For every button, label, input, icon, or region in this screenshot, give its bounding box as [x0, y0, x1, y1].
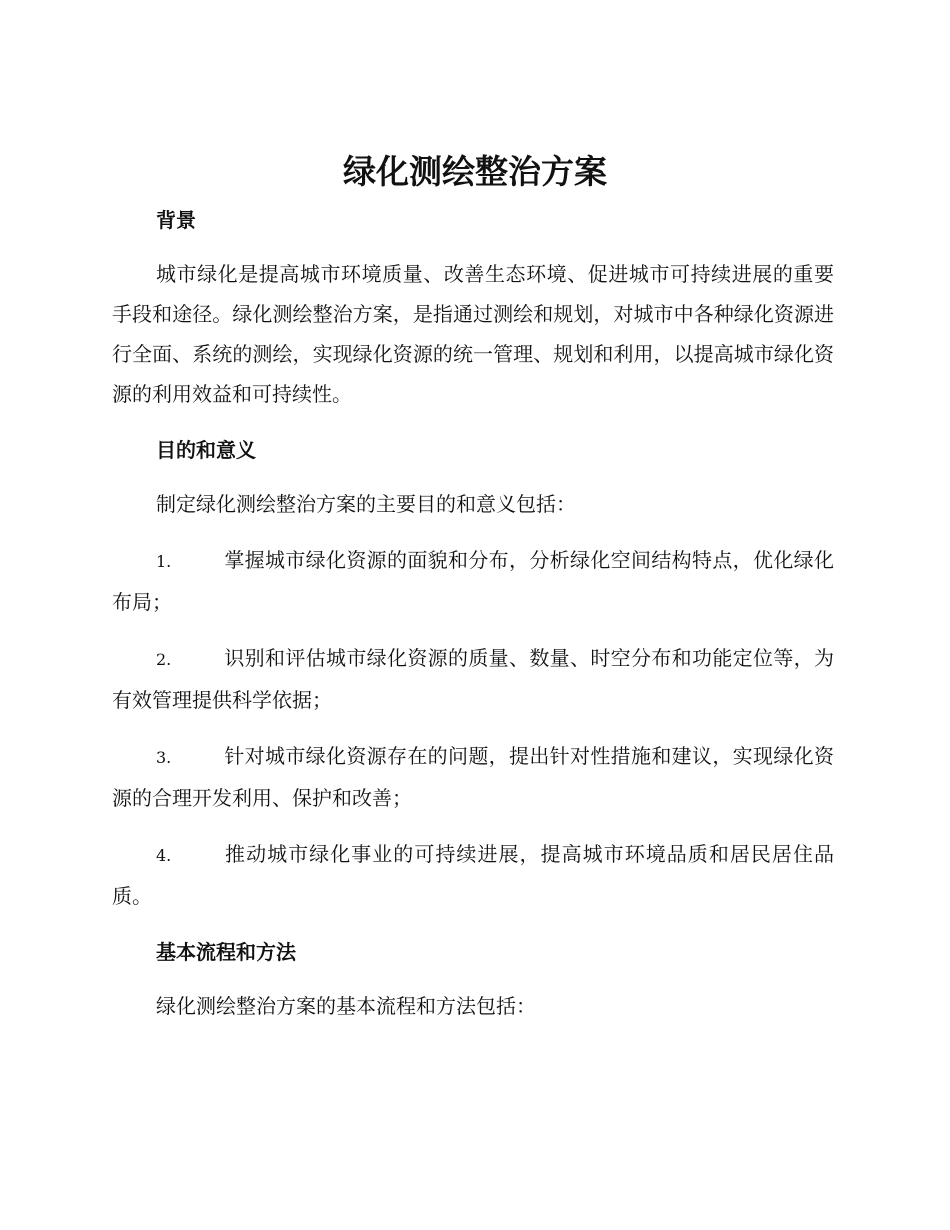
background-paragraph: 城市绿化是提高城市环境质量、改善生态环境、促进城市可持续进展的重要手段和途径。绿化测绘整治方案，是指通过测绘和规划，对城市中各种绿化资源进行全面、系统的测绘，实现绿化资源的统一管理、规划和利用，以提高城市绿化资源的利用效益和可持续性。: [112, 262, 834, 406]
process-intro: 绿化测绘整治方案的基本流程和方法包括：: [156, 994, 536, 1018]
list-item: [112, 736, 834, 818]
list-number: 3.: [156, 748, 172, 767]
document-title: 绿化测绘整治方案: [343, 152, 607, 191]
list-text: 识别和评估城市绿化资源的质量、数量、时空分布和功能定位等，为有效管理提供科学依据；: [112, 646, 834, 712]
section-heading-purpose: 目的和意义: [156, 438, 256, 462]
section-heading-process: 基本流程和方法: [156, 940, 296, 964]
list-text: 针对城市绿化资源存在的问题，提出针对性措施和建议，实现绿化资源的合理开发利用、保护和改善；: [112, 744, 834, 810]
list-number: 2.: [156, 650, 172, 669]
list-item: [112, 540, 834, 622]
section-heading-background: 背景: [156, 208, 196, 232]
list-number: 1.: [156, 552, 172, 571]
list-item: [112, 834, 834, 916]
document-body: [112, 200, 834, 1026]
list-text: 推动城市绿化事业的可持续进展，提高城市环境品质和居民居住品质。: [112, 842, 834, 908]
purpose-intro: 制定绿化测绘整治方案的主要目的和意义包括：: [156, 492, 576, 516]
list-item: [112, 638, 834, 720]
list-number: 4.: [156, 846, 172, 865]
list-text: 掌握城市绿化资源的面貌和分布，分析绿化空间结构特点，优化绿化布局；: [112, 548, 834, 614]
